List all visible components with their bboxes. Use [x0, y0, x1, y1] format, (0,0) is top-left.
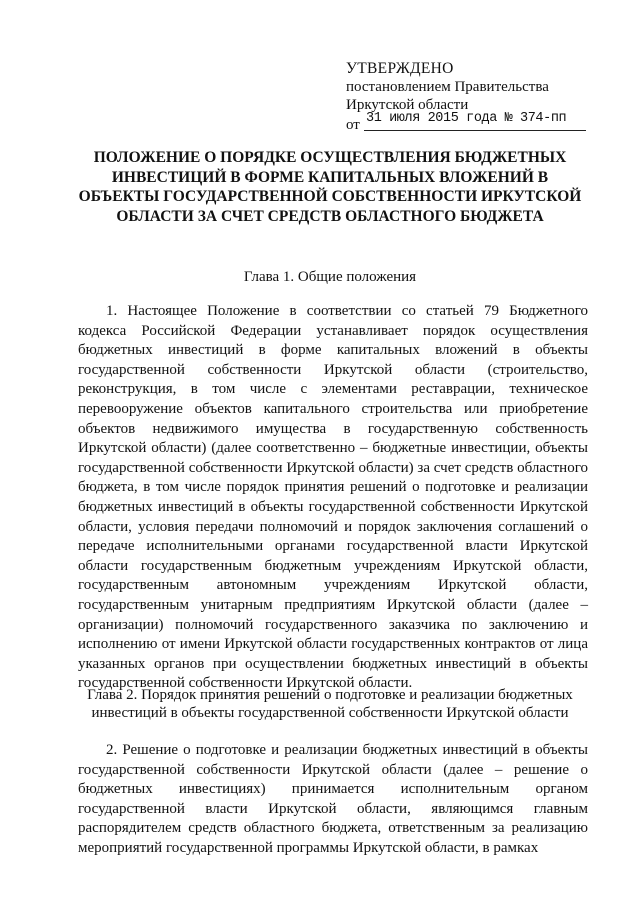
- chapter-1-heading: Глава 1. Общие положения: [243, 269, 417, 285]
- approval-decree-line: постановлением Правительства: [346, 79, 549, 95]
- document-title: ПОЛОЖЕНИЕ О ПОРЯДКЕ ОСУЩЕСТВЛЕНИЯ БЮДЖЕТНЫХ ИНВЕСТИЦИЙ В ФОРМЕ КАПИТАЛЬНЫХ ВЛОЖЕНИЙ В ОБЪЕКТЫ ГОСУДАРСТВЕННОЙ СОБСТВЕННОСТИ ИРКУТСКОЙ ОБЛАСТИ ЗА СЧЕТ СРЕДСТВ ОБЛАСТНОГО БЮДЖЕТА: [78, 149, 582, 225]
- approval-region-line: Иркутской области: [346, 97, 469, 113]
- approval-date-line: [346, 111, 606, 134]
- paragraph-1: 1. Настоящее Положение в соответствии со статьей 79 Бюджетного кодекса Российской Федерации устанавливает порядок осуществления бюджетных инвестиций в форме капитальных вложений в объекты государственной собственности Иркутской области (строительство, реконструкция, в том числе с элементами реставрации, техническое перевооружение объектов капитального строительства или приобретение объектов недвижимого имущества в государственную собственность Иркутской области) (далее соответственно – бюджетные инвестиции, объекты государственной собственности Иркутской области) за счет средств областного бюджета, в том числе порядок принятия решений о подготовке и реализации бюджетных инвестиций в объекты государственной собственности Иркутской области, условия передачи полномочий и порядок заключения соглашений о передаче исполнительными органами государственной власти Иркутской области государственным бюджетным учреждениям Иркутской области, государственным автономным учреждениям Иркутской области, государственным унитарным предприятиям Иркутской области (далее – организации) полномочий государственного заказчика по заключению и исполнению от имени Иркутской области государственных контрактов от лица указанных органов при осуществлении бюджетных инвестиций в объекты государственной собственности Иркутской области.: [78, 303, 588, 692]
- approved-label: УТВЕРЖДЕНО: [346, 60, 454, 77]
- chapter-2-heading: Глава 2. Порядок принятия решений о подготовке и реализации бюджетных инвестиций в объекты государственной собственности Иркутской области: [87, 687, 573, 721]
- approval-stamp: [346, 60, 606, 134]
- paragraph-2: 2. Решение о подготовке и реализации бюджетных инвестиций в объекты государственной собственности Иркутской области (далее – решение о бюджетных инвестициях) принимается исполнительным органом государственной власти Иркутской области, являющимся главным распорядителем средств областного бюджета, ответственным за реализацию мероприятий государственной программы Иркутской области, в рамках: [78, 742, 588, 856]
- decree-date-number: 31 июля 2015 года № 374-пп: [366, 111, 567, 126]
- date-underline: [364, 130, 586, 131]
- date-prefix: от: [346, 117, 360, 133]
